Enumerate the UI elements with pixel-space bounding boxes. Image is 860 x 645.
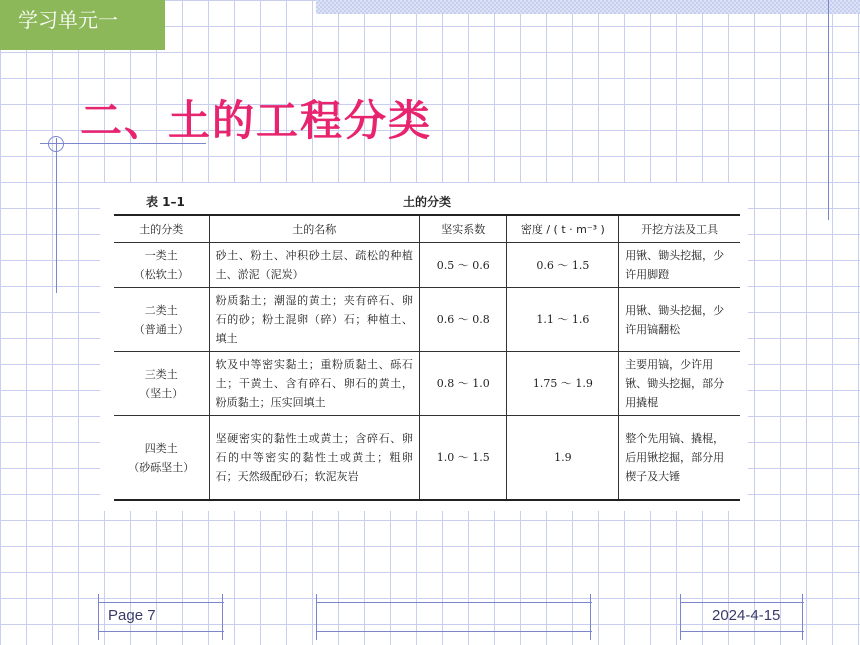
soil-class-alias: （松软土） — [133, 268, 189, 281]
soil-class: 四类土 — [144, 441, 178, 455]
soil-class-cell — [114, 352, 209, 416]
soil-classification-table — [114, 214, 740, 501]
footer-divider — [316, 594, 317, 640]
table-panel — [100, 183, 748, 511]
column-header: 土的分类 — [114, 215, 209, 243]
density-cell: 1.9 — [507, 416, 619, 501]
table-row — [114, 416, 740, 501]
soil-class-alias: （砂砾坚土） — [128, 460, 195, 474]
footer-date: 2024-4-15 — [712, 607, 781, 624]
footer-divider — [590, 594, 591, 640]
soil-class: 一类土 — [144, 249, 178, 262]
soil-class-cell — [114, 243, 209, 288]
density-cell: 0.6 ～ 1.5 — [507, 243, 619, 288]
soil-name-cell: 粉质黏土；潮湿的黄土；夹有碎石、卵石的砂；粉土混卵（碎）石；种植土、填土 — [209, 288, 419, 352]
table-row — [114, 243, 740, 288]
decorative-vertical-line — [56, 138, 57, 293]
tools-cell: 用锹、锄头挖掘，少许用镐翻松 — [619, 288, 740, 352]
table-row — [114, 352, 740, 416]
coefficient-cell: 0.5 ～ 0.6 — [419, 243, 507, 288]
soil-name-cell: 砂土、粉土、冲积砂土层、疏松的种植土、淤泥（泥炭） — [209, 243, 419, 288]
page-number: Page 7 — [108, 607, 156, 624]
footer-divider — [802, 594, 803, 640]
footer-center-box — [316, 602, 592, 632]
tools-cell: 用锹、锄头挖掘，少许用脚蹬 — [619, 243, 740, 288]
footer-divider — [222, 594, 223, 640]
soil-class-alias: （坚土） — [139, 386, 184, 400]
coefficient-cell: 0.8 ～ 1.0 — [419, 352, 507, 416]
soil-class: 二类土 — [144, 303, 178, 317]
soil-class: 三类土 — [144, 367, 178, 381]
table-number: 表 1–1 — [146, 195, 185, 209]
soil-name-cell: 软及中等密实黏土；重粉质黏土、砾石土；干黄土、含有碎石、卵石的黄土，粉质黏土；压实回填土 — [209, 352, 419, 416]
soil-class-cell — [114, 288, 209, 352]
top-decorative-band — [316, 0, 860, 14]
coefficient-cell: 1.0 ～ 1.5 — [419, 416, 507, 501]
column-header: 坚实系数 — [419, 215, 507, 243]
soil-class-alias: （普通土） — [133, 322, 189, 336]
footer-divider — [98, 594, 99, 640]
column-header: 密度 / ( t · m⁻³ ) — [507, 215, 619, 243]
table-caption: 土的分类 — [402, 195, 451, 209]
table-heading — [114, 193, 740, 211]
density-cell: 1.1 ～ 1.6 — [507, 288, 619, 352]
tools-cell: 主要用镐，少许用锹、锄头挖掘，部分用撬棍 — [619, 352, 740, 416]
tools-cell: 整个先用镐、撬棍，后用锹挖掘，部分用楔子及大锤 — [619, 416, 740, 501]
title-circle-mark — [48, 136, 64, 152]
coefficient-cell: 0.6 ～ 0.8 — [419, 288, 507, 352]
footer-divider — [680, 594, 681, 640]
unit-label: 学习单元一 — [0, 0, 165, 50]
soil-class-cell — [114, 416, 209, 501]
column-header: 开挖方法及工具 — [619, 215, 740, 243]
soil-name-cell: 坚硬密实的黏性土或黄土；含碎石、卵石的中等密实的黏性土或黄土；粗卵石；天然级配砂石；软泥灰岩 — [209, 416, 419, 501]
slide-title: 二、土的工程分类 — [80, 96, 433, 145]
density-cell: 1.75 ～ 1.9 — [507, 352, 619, 416]
decorative-vertical-line-right — [828, 0, 829, 220]
table-header-row — [114, 215, 740, 243]
table-row — [114, 288, 740, 352]
column-header: 土的名称 — [209, 215, 419, 243]
